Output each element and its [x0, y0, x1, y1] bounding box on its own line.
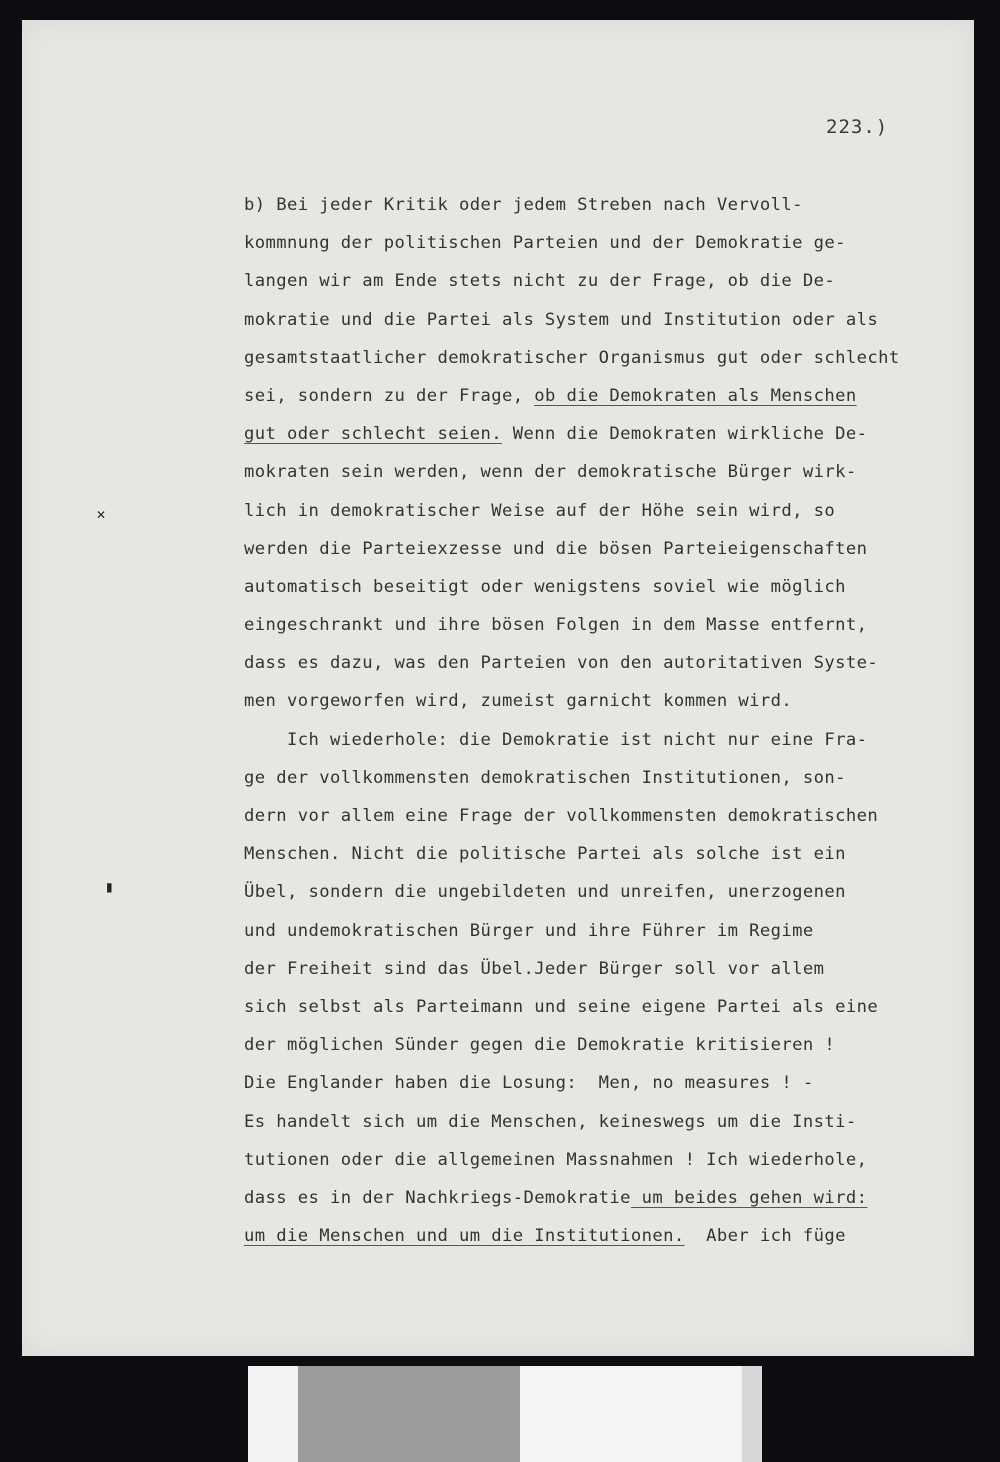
text-line [244, 377, 964, 415]
underlined-text: um beides gehen wird: [630, 1187, 868, 1208]
text-line [244, 682, 964, 720]
line-text: Wenn die Demokraten wirkliche De- [501, 424, 868, 445]
calibration-strip-white [248, 1366, 298, 1462]
underlined-text: gut oder schlecht seien. [244, 424, 502, 445]
text-line [244, 759, 964, 797]
underlined-text: ob die Demokraten als Menschen [534, 385, 857, 406]
text-line [244, 1103, 964, 1141]
text-line [244, 721, 964, 759]
line-text: und undemokratischen Bürger und ihre Führer im Regime [244, 920, 814, 941]
line-text: Die Englander haben die Losung: Men, no measures ! - [244, 1073, 814, 1094]
text-line [244, 301, 964, 339]
line-text: kommnung der politischen Parteien und der Demokratie ge- [244, 233, 846, 254]
line-text: dass es in der Nachkriegs-Demokratie [244, 1187, 631, 1208]
body-text [244, 186, 964, 1255]
calibration-strip-gray [298, 1366, 520, 1462]
text-line [244, 912, 964, 950]
text-line [244, 797, 964, 835]
line-text: der möglichen Sünder gegen die Demokratie kritisieren ! [244, 1035, 836, 1056]
margin-mark: ✕ [96, 508, 107, 522]
line-text: lich in demokratischer Weise auf der Höhe sein wird, so [244, 500, 836, 521]
line-text: Aber ich füge [684, 1226, 846, 1247]
line-text: eingeschrankt und ihre bösen Folgen in dem Masse entfernt, [244, 615, 868, 636]
text-line [244, 606, 964, 644]
line-text: langen wir am Ende stets nicht zu der Frage, ob die De- [244, 271, 836, 292]
margin-mark: ▮ [106, 880, 113, 894]
line-text: Menschen. Nicht die politische Partei als solche ist ein [244, 844, 846, 865]
text-line [244, 1141, 964, 1179]
page-number: 223.) [826, 116, 889, 138]
text-line [244, 1064, 964, 1102]
line-text: dern vor allem eine Frage der vollkommensten demokratischen [244, 806, 879, 826]
line-text: b) Bei jeder Kritik oder jedem Streben nach Vervoll- [244, 195, 803, 215]
text-line [244, 644, 964, 682]
line-text: ge der vollkommensten demokratischen Institutionen, son- [244, 767, 846, 788]
text-line [244, 415, 964, 453]
line-text: der Freiheit sind das Übel.Jeder Bürger soll vor allem [244, 958, 825, 979]
text-line [244, 492, 964, 530]
line-text: men vorgeworfen wird, zumeist garnicht kommen wird. [244, 691, 793, 712]
text-line [244, 1026, 964, 1064]
line-text: sich selbst als Parteimann und seine eigene Partei als eine [244, 996, 879, 1017]
calibration-strip-light [742, 1366, 762, 1462]
line-text: Ich wiederhole: die Demokratie ist nicht nur eine Fra- [244, 729, 868, 750]
line-text: gesamtstaatlicher demokratischer Organismus gut oder schlecht [244, 347, 900, 368]
line-text: mokratie und die Partei als System und Institution oder als [244, 309, 879, 330]
line-text: Es handelt sich um die Menschen, keineswegs um die Insti- [244, 1111, 857, 1132]
line-text: mokraten sein werden, wenn der demokratische Bürger wirk- [244, 462, 857, 483]
line-text: automatisch beseitigt oder wenigstens soviel wie möglich [244, 576, 846, 597]
text-line [244, 186, 964, 224]
line-text: tutionen oder die allgemeinen Massnahmen ! Ich wiederhole, [244, 1149, 868, 1170]
text-line [244, 950, 964, 988]
calibration-strip-white [520, 1366, 742, 1462]
text-line [244, 339, 964, 377]
text-line [244, 224, 964, 262]
line-text: Übel, sondern die ungebildeten und unreifen, unerzogenen [244, 882, 846, 903]
text-line [244, 568, 964, 606]
text-line [244, 835, 964, 873]
line-text: sei, sondern zu der Frage, [244, 385, 535, 406]
text-line [244, 453, 964, 491]
text-line [244, 262, 964, 300]
line-text: dass es dazu, was den Parteien von den autoritativen Syste- [244, 653, 879, 674]
underlined-text: um die Menschen und um die Institutionen. [244, 1226, 685, 1247]
line-text: werden die Parteiexzesse und die bösen Parteieigenschaften [244, 538, 868, 559]
text-line [244, 530, 964, 568]
text-line [244, 1179, 964, 1217]
text-line [244, 988, 964, 1026]
text-line [244, 873, 964, 911]
text-line [244, 1217, 964, 1255]
